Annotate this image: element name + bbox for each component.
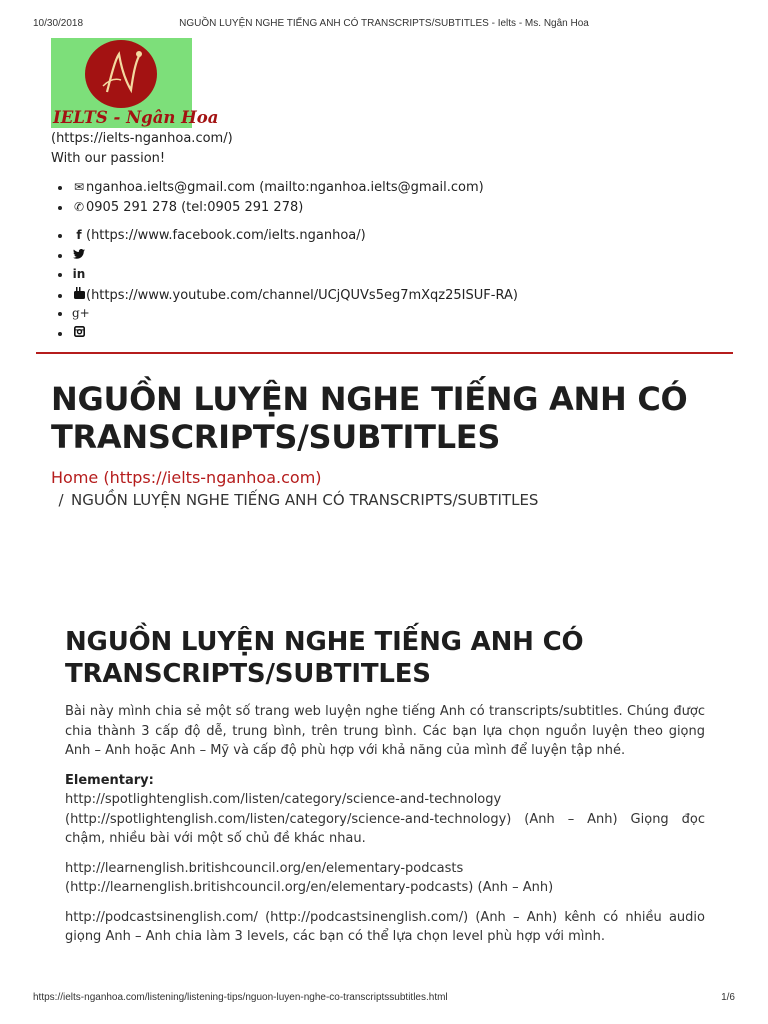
elementary-label: Elementary:	[65, 772, 154, 788]
social-facebook[interactable]	[72, 228, 518, 248]
article-intro: Bài này mình chia sẻ một số trang web luyện nghe tiếng Anh có transcripts/subtitles. Chúng được chia thành 3 cấp độ dễ, trung bình, trên trung bình. Các bạn lựa chọn nguồn luyện theo giọng Anh – Anh hoặc Anh – Mỹ và cấp độ phù hợp với khả năng của mình để luyện tập nhé.	[65, 704, 705, 758]
site-url-link[interactable]: (https://ielts-nganhoa.com/)	[51, 131, 233, 146]
youtube-link[interactable]: (https://www.youtube.com/channel/UCjQUVs5eg7mXqz25ISUF-RA)	[86, 287, 518, 303]
logo-text: IELTS - Ngân Hoa	[53, 108, 219, 127]
print-footer-url: https://ielts-nganhoa.com/listening/listening-tips/nguon-luyen-nghe-co-transcriptssubtitles.html	[33, 992, 448, 1003]
phone-icon: ✆	[73, 199, 85, 214]
breadcrumb-separator: /	[58, 491, 64, 509]
resource-spotlight-link[interactable]: http://spotlightenglish.com/listen/category/science-and-technology (http://spotlightenglish.com/listen/category/science-and-technology) (Anh – Anh) Giọng đọc chậm, nhiều bài với một số chủ đề khác nhau.	[65, 792, 705, 846]
print-document-title: NGUỒN LUYỆN NGHE TIẾNG ANH CÓ TRANSCRIPTS/SUBTITLES - Ielts - Ms. Ngân Hoa	[179, 18, 589, 29]
google-plus-icon[interactable]: g+	[72, 306, 90, 320]
logo-emblem	[85, 40, 157, 108]
social-twitter[interactable]	[72, 248, 518, 268]
article-body	[65, 702, 705, 957]
header-divider	[36, 352, 733, 354]
social-google-plus[interactable]	[72, 306, 518, 326]
phone-link[interactable]: 0905 291 278 (tel:0905 291 278)	[86, 199, 304, 215]
twitter-icon[interactable]	[72, 248, 86, 262]
social-instagram[interactable]	[72, 326, 518, 346]
breadcrumb-home-link[interactable]: Home (https://ielts-nganhoa.com)	[51, 468, 322, 487]
facebook-icon[interactable]: f	[76, 228, 82, 242]
contact-email-item[interactable]	[72, 180, 484, 200]
email-link[interactable]: nganhoa.ielts@gmail.com (mailto:nganhoa.ielts@gmail.com)	[86, 180, 484, 195]
elementary-section	[65, 771, 705, 849]
contact-phone-item[interactable]	[72, 200, 484, 220]
social-youtube[interactable]	[72, 287, 518, 307]
instagram-icon[interactable]	[72, 326, 86, 340]
linkedin-icon[interactable]: in	[72, 267, 86, 281]
tagline: With our passion!	[51, 151, 166, 166]
social-list	[72, 228, 518, 345]
social-linkedin[interactable]	[72, 267, 518, 287]
youtube-icon[interactable]	[72, 287, 86, 302]
contact-list	[72, 180, 484, 219]
article-title: NGUỒN LUYỆN NGHE TIẾNG ANH CÓ TRANSCRIPTS/SUBTITLES	[65, 627, 584, 689]
breadcrumb-current: NGUỒN LUYỆN NGHE TIẾNG ANH CÓ TRANSCRIPTS/SUBTITLES	[71, 491, 539, 509]
print-page-number: 1/6	[721, 992, 735, 1003]
site-logo[interactable]	[51, 38, 219, 128]
facebook-link[interactable]: (https://www.facebook.com/ielts.nganhoa/)	[86, 228, 366, 243]
print-date: 10/30/2018	[33, 18, 84, 29]
resource-britishcouncil-link[interactable]: http://learnenglish.britishcouncil.org/en/elementary-podcasts (http://learnenglish.britishcouncil.org/en/elementary-podcasts) (Anh – Anh)	[65, 860, 554, 895]
page-title: NGUỒN LUYỆN NGHE TIẾNG ANH CÓ TRANSCRIPTS/SUBTITLES	[51, 380, 688, 456]
envelope-icon: ✉	[73, 180, 85, 194]
breadcrumb	[51, 491, 538, 509]
resource-podcastsinenglish-link[interactable]: http://podcastsinenglish.com/ (http://podcastsinenglish.com/) (Anh – Anh) kênh có nhiều audio giọng Anh – Anh chia làm 3 levels, các bạn có thể lựa chọn level phù hợp với mình.	[65, 909, 705, 944]
